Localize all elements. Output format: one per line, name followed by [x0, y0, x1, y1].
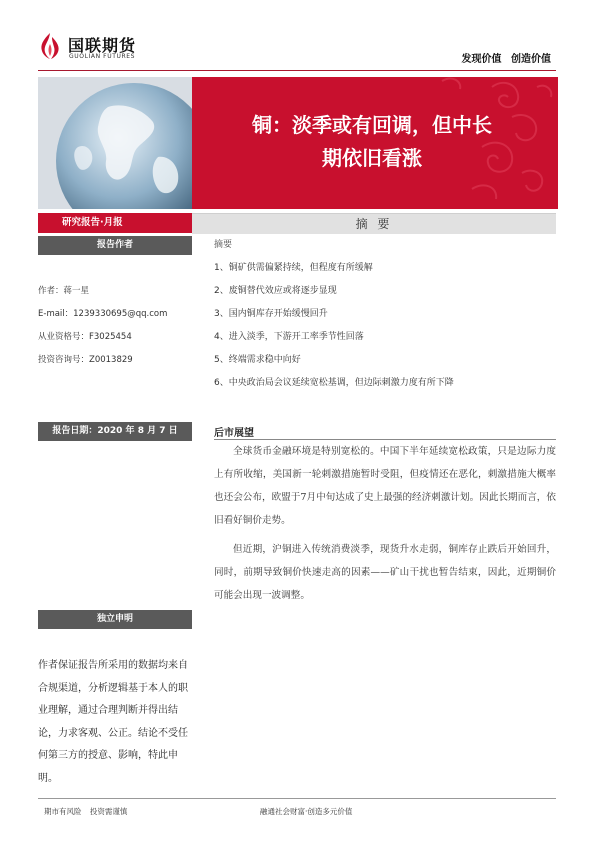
- author-email: E-mail：1239330695@qq.com: [38, 309, 168, 319]
- summary-item: 2、废铜替代效应或将逐步显现: [214, 286, 337, 296]
- outlook-paragraph-1: 全球货币金融环境是特别宽松的。中国下半年延续宽松政策，只是边际力度上有所收缩，美国新一轮刺激措施暂时受阻，但疫情还在恶化，刺激措施大概率也还会公布，欧盟于7月中旬达成了史上最强的经济刺激计划。因此长期而言，依旧看好铜价走势。: [214, 446, 556, 526]
- summary-heading: 摘 要: [355, 217, 393, 231]
- report-title-line1: 铜：淡季或有回调，但中长: [252, 113, 492, 137]
- abstract-label: 摘要: [214, 240, 233, 250]
- outlook-title: 后市展望: [214, 428, 254, 439]
- company-name-cn: 国联期货: [68, 36, 137, 55]
- independent-statement: 作者保证报告所采用的数据均来自合规渠道，分析逻辑基于本人的职业理解，通过合理判断并得出结论，力求客观、公正。结论不受任何第三方的授意、影响，特此申明。: [38, 660, 188, 784]
- summary-item: 3、国内铜库存开始缓慢回升: [214, 309, 328, 319]
- company-logo: [38, 30, 158, 70]
- footer-slogan: 融通社会财富·创造多元价值: [260, 807, 353, 816]
- report-title: [222, 109, 522, 175]
- banner-globe-panel: [38, 77, 192, 209]
- author-name: 作者：蒋一星: [38, 286, 90, 296]
- header-divider: [38, 70, 556, 71]
- title-banner: [38, 77, 558, 209]
- report-title-line2: 期依旧看涨: [322, 146, 422, 170]
- report-date: 报告日期：2020 年 8 月 7 日: [38, 422, 192, 441]
- logo-flame-icon: [38, 32, 62, 60]
- summary-item: 4、进入淡季，下游开工率季节性回落: [214, 332, 364, 342]
- company-name-en: GUOLIAN FUTURES: [69, 53, 136, 60]
- summary-item: 5、终端需求稳中向好: [214, 355, 301, 365]
- banner-title-panel: [192, 77, 558, 209]
- risk-warning: 期市有风险 投资需谨慎: [44, 807, 128, 816]
- statement-heading: 独立申明: [38, 610, 192, 629]
- header-slogan: 发现价值 创造价值: [461, 54, 551, 65]
- authors-heading: 报告作者: [38, 236, 192, 255]
- footer-divider: [38, 798, 556, 799]
- report-type-label: 研究报告·月报: [38, 213, 192, 233]
- summary-heading-bar: [192, 213, 556, 234]
- outlook-paragraph-2: 但近期，沪铜进入传统消费淡季，现货升水走弱，铜库存止跌后开始回升，同时，前期导致铜价快速走高的因素——矿山干扰也暂告结束，因此，近期铜价可能会出现一波调整。: [214, 544, 556, 601]
- summary-item: 6、中央政治局会议延续宽松基调，但边际刺激力度有所下降: [214, 378, 454, 388]
- summary-item: 1、铜矿供需偏紧持续，但程度有所缓解: [214, 263, 373, 273]
- consulting-number: 投资咨询号：Z0013829: [38, 355, 133, 365]
- globe-icon: [38, 77, 192, 209]
- qualification-number: 从业资格号：F3025454: [38, 332, 132, 342]
